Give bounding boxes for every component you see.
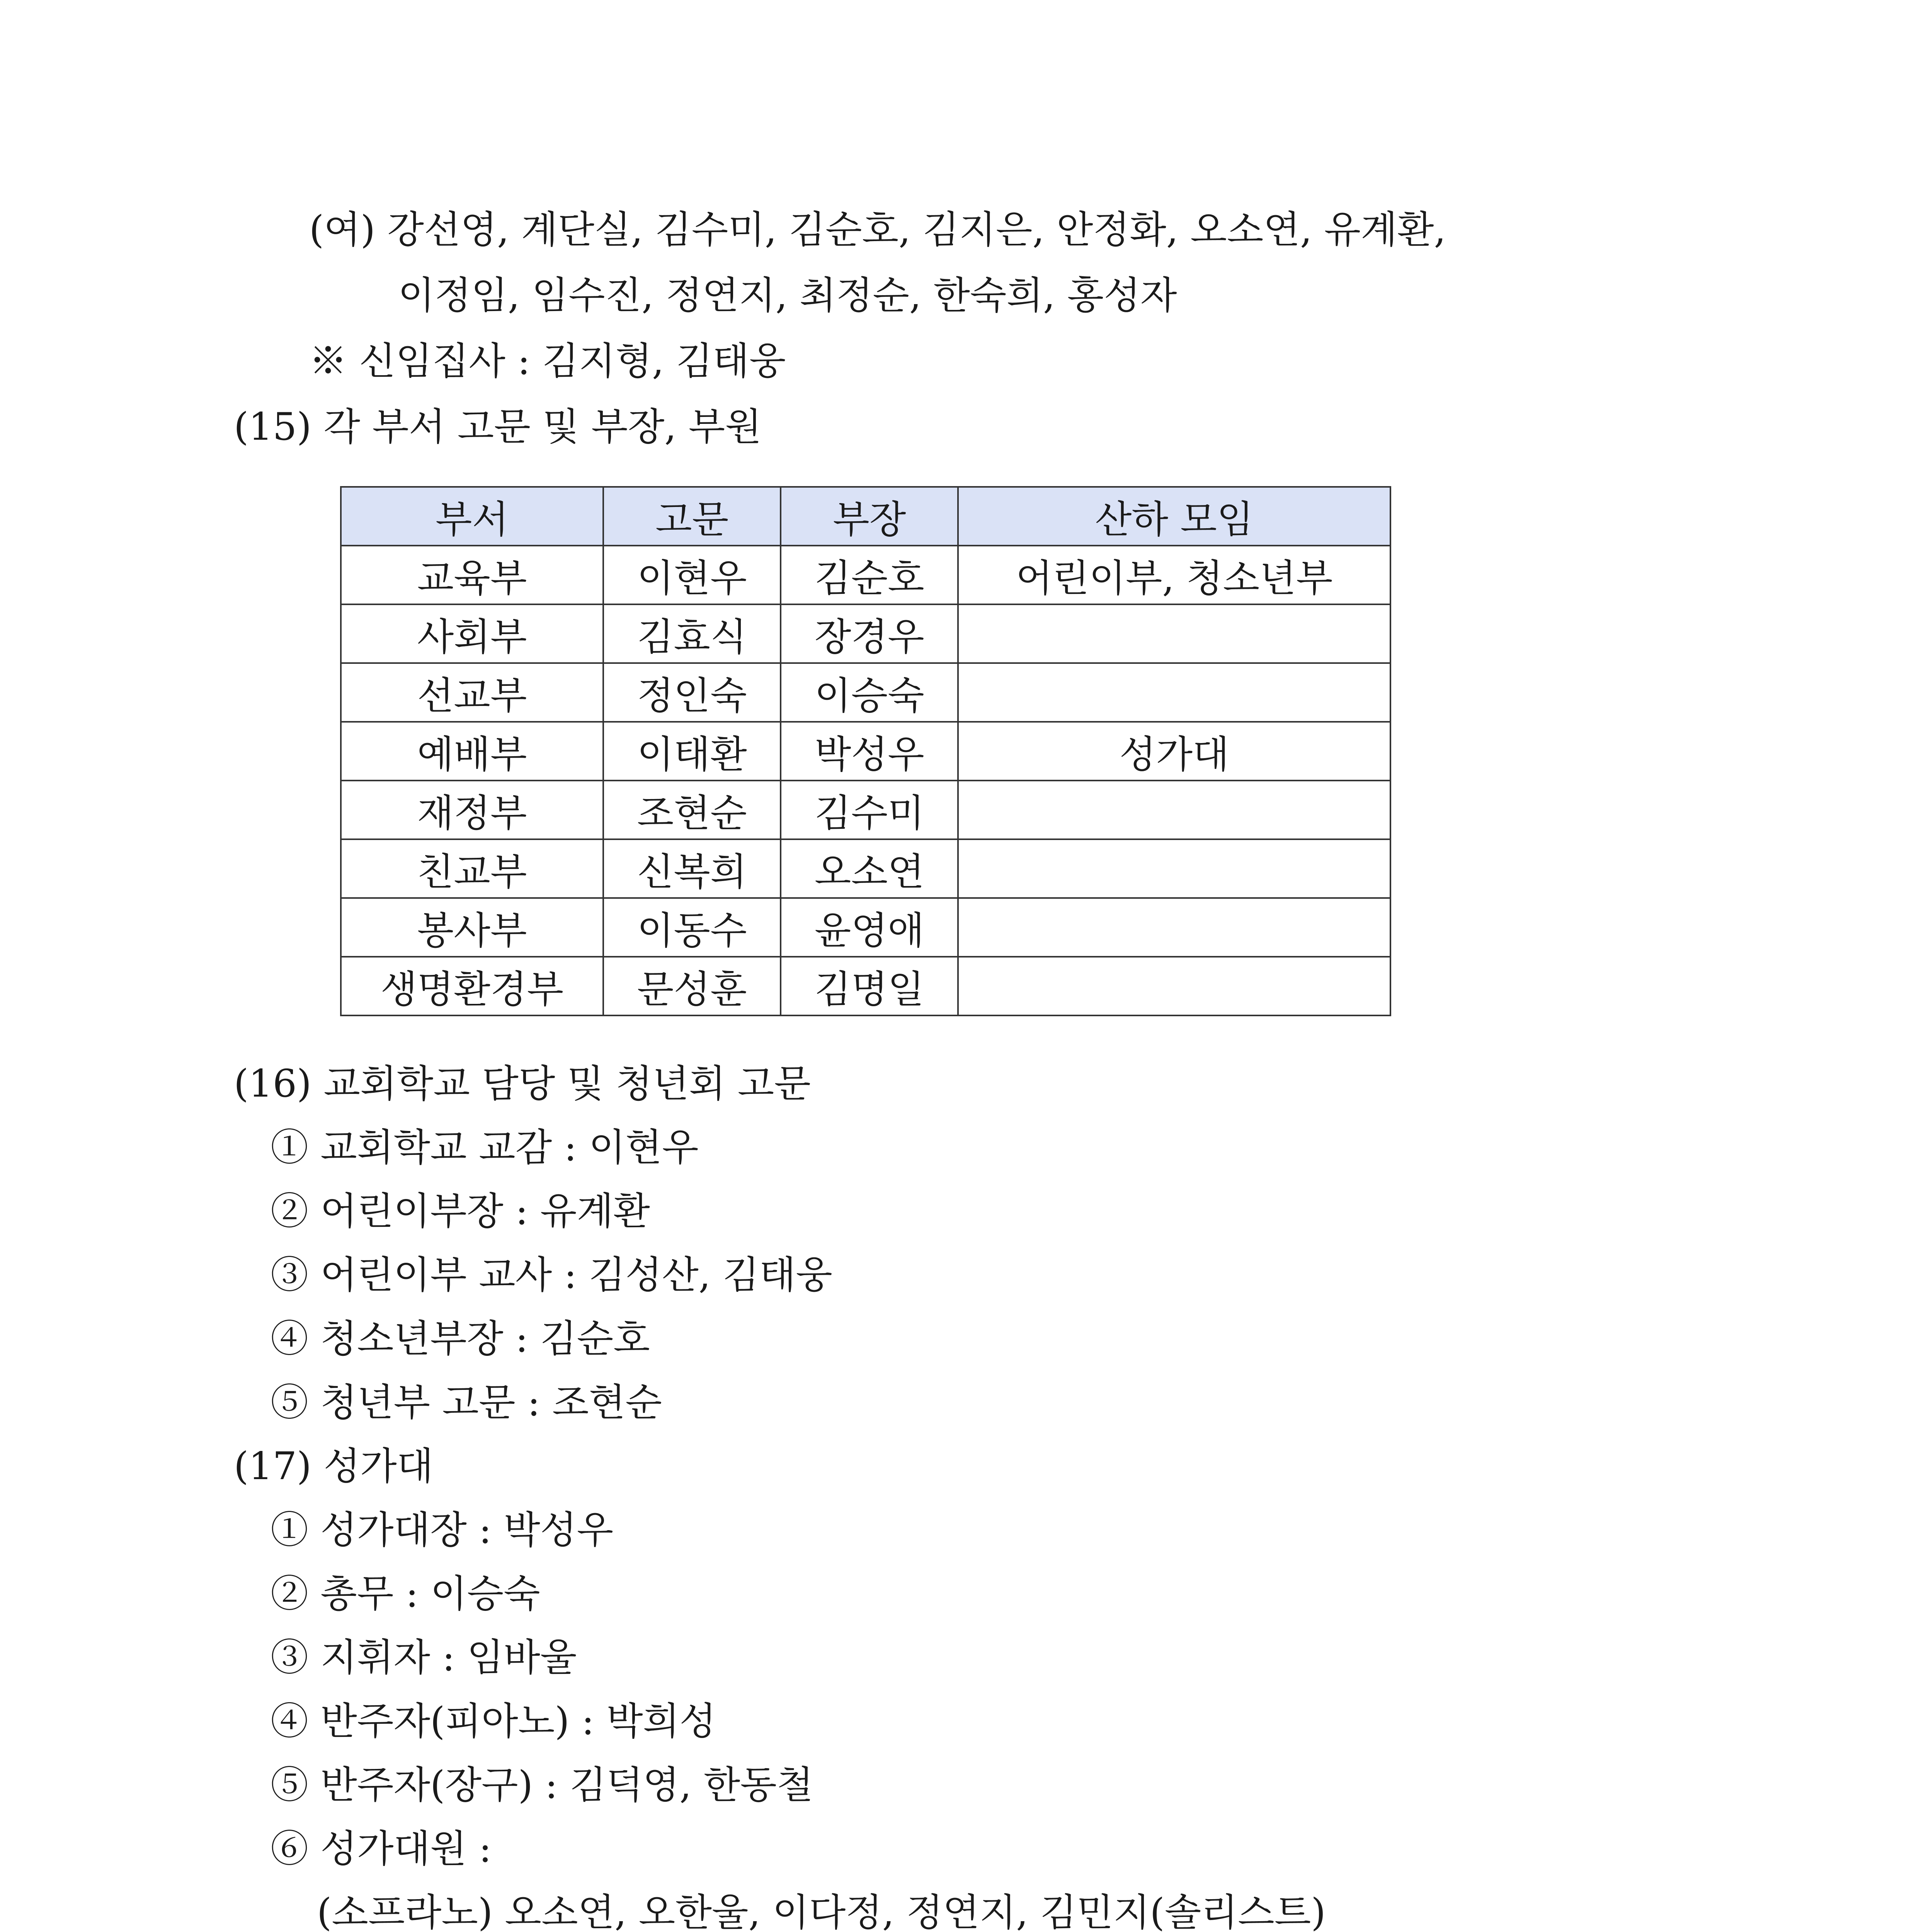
cell-sub-groups [958,604,1390,663]
cell-sub-groups [958,957,1390,1015]
cell-advisor: 조현순 [603,781,781,839]
section-15-heading: (15) 각 부서 고문 및 부장, 부원 [234,405,762,449]
header-department: 부서 [341,487,603,546]
cell-sub-groups [958,839,1390,898]
new-deacons-note: ※ 신임집사 : 김지형, 김태웅 [309,339,786,383]
cell-head: 장경우 [781,604,958,663]
cell-department: 예배부 [341,722,603,781]
cell-sub-groups: 성가대 [958,722,1390,781]
cell-department: 재정부 [341,781,603,839]
cell-department: 교육부 [341,546,603,604]
section-17-item: ④ 반주자(피아노) : 박희성 [271,1699,716,1743]
cell-sub-groups [958,663,1390,722]
table-row [341,604,1390,663]
cell-head: 김수미 [781,781,958,839]
header-sub-groups: 산하 모임 [958,487,1390,546]
section-16-item: ⑤ 청년부 고문 : 조현순 [271,1381,662,1425]
header-head: 부장 [781,487,958,546]
cell-advisor: 정인숙 [603,663,781,722]
cell-head: 이승숙 [781,663,958,722]
cell-department: 사회부 [341,604,603,663]
section-17-heading: (17) 성가대 [234,1444,434,1488]
section-17-item: ⑤ 반주자(장구) : 김덕영, 한동철 [271,1763,813,1807]
department-table [340,486,1391,1016]
table-row [341,663,1390,722]
header-advisor: 고문 [603,487,781,546]
cell-advisor: 이현우 [603,546,781,604]
section-16-heading: (16) 교회학교 담당 및 청년회 고문 [234,1062,811,1106]
women-deacons-line-continued: 이정임, 임수진, 정연지, 최정순, 한숙희, 홍성자 [398,274,1177,318]
cell-advisor: 신복희 [603,839,781,898]
section-17-item: ① 성가대장 : 박성우 [271,1508,614,1552]
section-16-item: ④ 청소년부장 : 김순호 [271,1317,650,1361]
cell-department: 친교부 [341,839,603,898]
cell-department: 선교부 [341,663,603,722]
table-row [341,839,1390,898]
cell-advisor: 김효식 [603,604,781,663]
section-17-item: ② 총무 : 이승숙 [271,1572,540,1616]
cell-sub-groups [958,898,1390,957]
cell-advisor: 이태환 [603,722,781,781]
section-16-item: ③ 어린이부 교사 : 김성산, 김태웅 [271,1253,832,1297]
section-17-item: ③ 지휘자 : 임바울 [271,1636,577,1680]
section-16-item: ① 교회학교 교감 : 이현우 [271,1126,699,1170]
table-header-row [341,487,1390,546]
cell-head: 박성우 [781,722,958,781]
cell-advisor: 이동수 [603,898,781,957]
cell-head: 김순호 [781,546,958,604]
women-deacons-line: (여) 강선영, 계단실, 김수미, 김순호, 김지은, 안정화, 오소연, 유계환, [309,208,1446,252]
table-row [341,957,1390,1015]
cell-sub-groups: 어린이부, 청소년부 [958,546,1390,604]
table-row [341,898,1390,957]
choir-soprano-line: (소프라노) 오소연, 오한울, 이다정, 정연지, 김민지(솔리스트) [317,1891,1326,1932]
section-17-item: ⑥ 성가대원 : [271,1827,492,1871]
cell-sub-groups [958,781,1390,839]
table-row [341,722,1390,781]
section-16-item: ② 어린이부장 : 유계환 [271,1189,650,1233]
cell-head: 윤영애 [781,898,958,957]
cell-department: 봉사부 [341,898,603,957]
table-row [341,781,1390,839]
cell-head: 김명일 [781,957,958,1015]
cell-head: 오소연 [781,839,958,898]
cell-department: 생명환경부 [341,957,603,1015]
cell-advisor: 문성훈 [603,957,781,1015]
table-row [341,546,1390,604]
